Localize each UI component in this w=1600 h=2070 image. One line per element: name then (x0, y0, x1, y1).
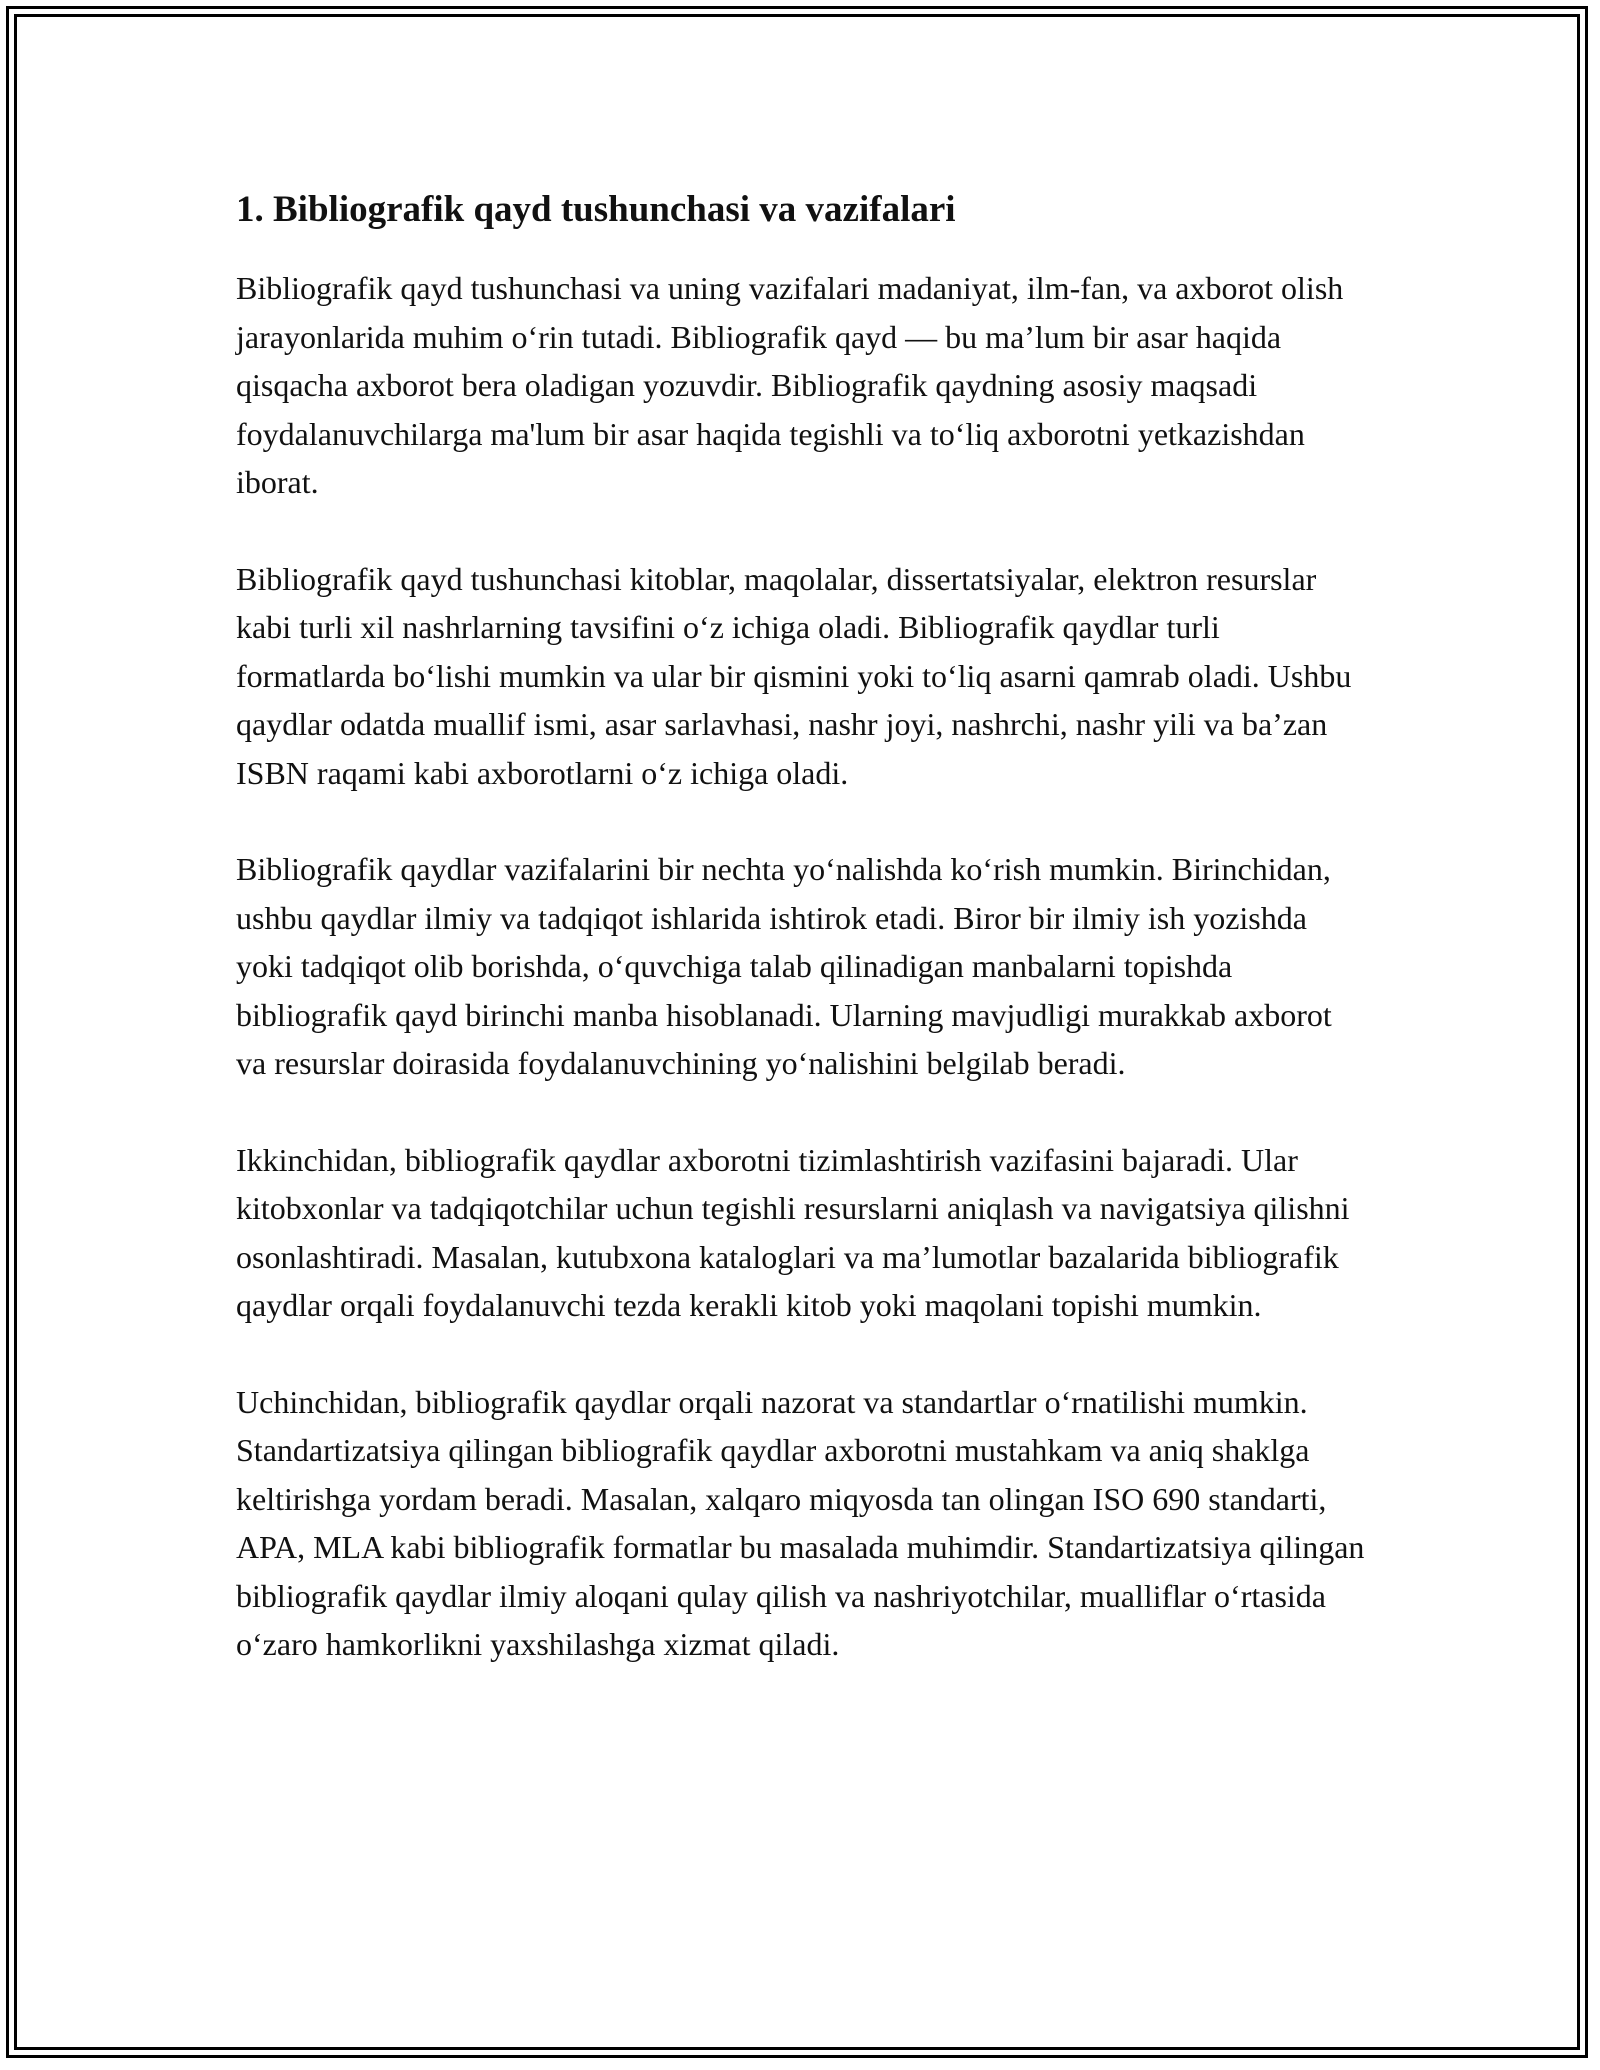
paragraph-3: Bibliografik qaydlar vazifalarini bir nechta yoʻnalishda koʻrish mumkin. Birinchidan, ushbu qaydlar ilmiy va tadqiqot ishlarida ishtirok etadi. Biror bir ilmiy ish yozishda yoki tadqiqot olib borishda, oʻquvchiga talab qilinadigan manbalarni topishda bibliografik qayd birinchi manba hisoblanadi. Ularning mavjudligi murakkab axborot va resurslar doirasida foydalanuvchining yoʻnalishini belgilab beradi. (236, 851, 1332, 1081)
document-body (236, 186, 1366, 1717)
paragraph-2: Bibliografik qayd tushunchasi kitoblar, maqolalar, dissertatsiyalar, elektron resurslar kabi turli xil nashrlarning tavsifini oʻz ichiga oladi. Bibliografik qaydlar turli formatlarda boʻlishi mumkin va ular bir qismini yoki toʻliq asarni qamrab oladi. Ushbu qaydlar odatda muallif ismi, asar sarlavhasi, nashr joyi, nashrchi, nashr yili va ba’zan ISBN raqami kabi axborotlarni oʻz ichiga oladi. (236, 560, 1352, 791)
paragraph-5: Uchinchidan, bibliografik qaydlar orqali nazorat va standartlar oʻrnatilishi mumkin. Standartizatsiya qilingan bibliografik qaydlar axborotni mustahkam va aniq shaklga keltirishga yordam beradi. Masalan, xalqaro miqyosda tan olingan ISO 690 standarti, APA, MLA kabi bibliografik formatlar bu masalada muhimdir. Standartizatsiya qilingan bibliografik qaydlar ilmiy aloqani qulay qilish va nashriyotchilar, mualliflar oʻrtasida oʻzaro hamkorlikni yaxshilashga xizmat qiladi. (236, 1383, 1365, 1662)
paragraph-1: Bibliografik qayd tushunchasi va uning vazifalari madaniyat, ilm-fan, va axborot olish jarayonlarida muhim oʻrin tutadi. Bibliografik qayd — bu ma’lum bir asar haqida qisqacha axborot bera oladigan yozuvdir. Bibliografik qaydning asosiy maqsadi foydalanuvchilarga ma'lum bir asar haqida tegishli va toʻliq axborotni yetkazishdan iborat. (236, 270, 1344, 500)
paragraph-4: Ikkinchidan, bibliografik qaydlar axborotni tizimlashtirish vazifasini bajaradi. Ular kitobxonlar va tadqiqotchilar uchun tegishli resurslarni aniqlash va navigatsiya qilishni osonlashtiradi. Masalan, kutubxona kataloglari va ma’lumotlar bazalarida bibliografik qaydlar orqali foydalanuvchi tezda kerakli kitob yoki maqolani topishi mumkin. (236, 1141, 1350, 1323)
section-heading: 1. Bibliografik qayd tushunchasi va vazifalari (236, 189, 956, 230)
